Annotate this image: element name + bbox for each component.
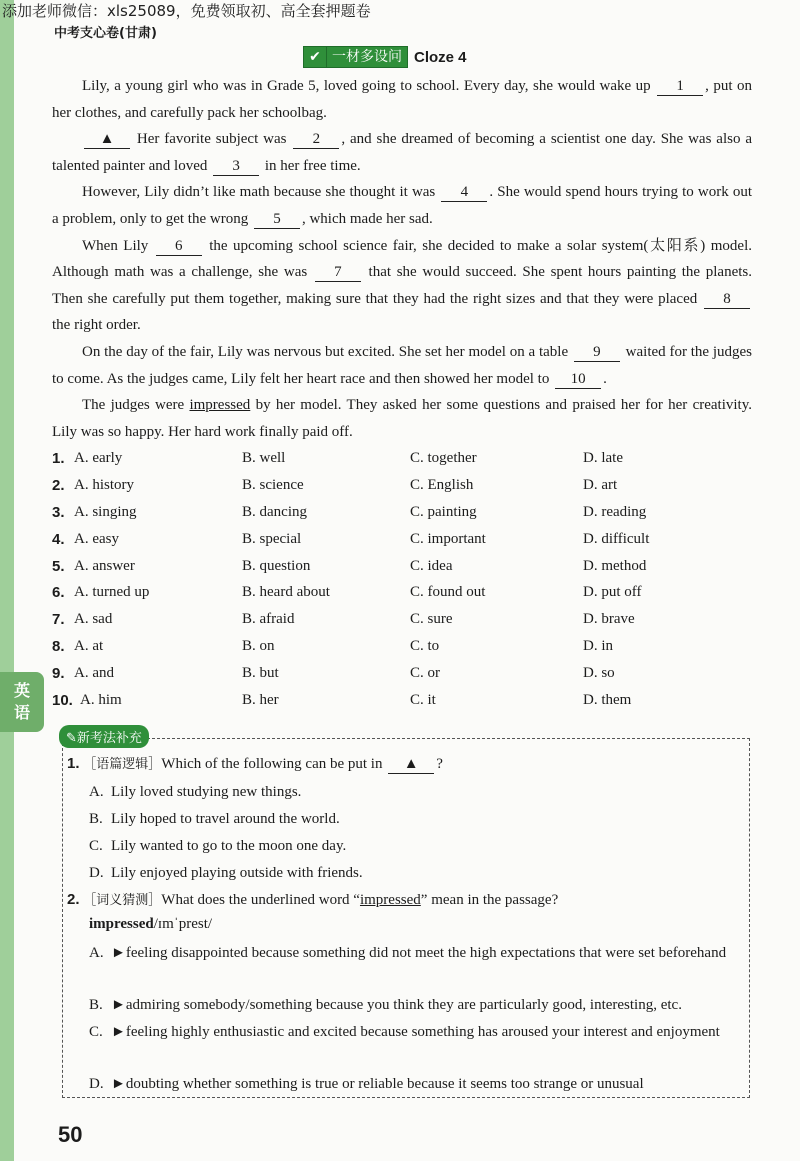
- blank-6: 6: [156, 237, 202, 256]
- options-list: [52, 450, 752, 719]
- choice-text: Lily enjoyed playing outside with friends.: [111, 865, 363, 881]
- option-b: B. afraid: [242, 611, 295, 628]
- text: , put on her clothes, and carefully pack her schoolbag.: [52, 78, 752, 121]
- cloze-passage: [52, 73, 752, 445]
- choice-d: [89, 861, 739, 886]
- option-c: C. to: [410, 638, 440, 655]
- question-text-end: ” mean in the passage?: [420, 892, 559, 908]
- choice-label: A.: [89, 945, 104, 961]
- choice-text: Lily loved studying new things.: [111, 784, 302, 800]
- choice-text: Lily hoped to travel around the world.: [111, 811, 340, 827]
- option-row-5: [52, 558, 752, 585]
- option-d: D. put off: [583, 584, 642, 601]
- option-b: B. heard about: [242, 584, 330, 601]
- option-d: D. brave: [583, 611, 635, 628]
- supplement-box: [62, 731, 750, 1098]
- option-a: A. history: [74, 476, 134, 493]
- option-d: D. late: [583, 450, 623, 466]
- option-c: C. sure: [410, 611, 453, 628]
- option-d: D. reading: [583, 503, 647, 520]
- question-number: 1.: [67, 755, 80, 772]
- text: in her free time.: [261, 157, 361, 174]
- text: On the day of the fair, Lily was nervous but excited. She set her model on a table: [82, 343, 572, 360]
- supplement-tag: ✎新考法补充: [59, 725, 149, 748]
- option-a: A. sad: [74, 611, 113, 628]
- option-c: C. idea: [410, 557, 453, 574]
- text: the upcoming school science fair, she decided to make a solar system(太阳系) model. Although math was a challenge, she was: [52, 237, 752, 281]
- paragraph-2: [52, 126, 752, 179]
- option-c: C. or: [410, 665, 440, 682]
- option-row-10: [52, 692, 752, 719]
- subject-tab-char-1: 英: [13, 681, 30, 700]
- entry-pronunciation: /ɪmˈprest/: [153, 916, 213, 932]
- blank-2: 2: [293, 130, 339, 149]
- option-d: D. in: [583, 638, 613, 655]
- option-row-1: [52, 450, 752, 477]
- question-number: 6.: [52, 584, 65, 602]
- question-text: What does the underlined word “: [161, 892, 360, 908]
- paragraph-1: [52, 73, 752, 126]
- text: that she would succeed. She spent hours painting the planets. Then she carefully put them together, making sure that they had the right sizes and that they were placed: [52, 264, 752, 307]
- option-a: A. answer: [74, 557, 135, 574]
- choice-text: ►admiring somebody/something because you think they are particularly good, interesting, etc.: [111, 997, 682, 1013]
- choice-label: C.: [89, 1024, 103, 1040]
- choice-text: ►feeling highly enthusiastic and excited because something has aroused your interest and enjoyment: [111, 1024, 720, 1040]
- option-row-8: [52, 638, 752, 665]
- option-b: B. special: [242, 530, 302, 547]
- entry-word: impressed: [89, 916, 154, 932]
- blank-7: 7: [315, 263, 361, 282]
- choice-a: [89, 941, 739, 966]
- blank-4: 4: [441, 183, 487, 202]
- exam-label: 中考支心卷(甘肃): [54, 26, 157, 41]
- choice-c: [89, 834, 739, 859]
- choice-text: ►doubting whether something is true or reliable because it seems too strange or unusual: [111, 1076, 644, 1092]
- option-a: A. singing: [74, 503, 137, 520]
- blank-1: 1: [657, 77, 703, 96]
- blank-10: 10: [555, 370, 601, 389]
- option-row-4: [52, 531, 752, 558]
- option-a: A. and: [74, 665, 114, 682]
- text: , and she dreamed of becoming a scientist one day. She was also a talented painter and loved: [52, 131, 752, 174]
- paragraph-3: [52, 179, 752, 232]
- blank-8: 8: [704, 290, 750, 309]
- question-number: 7.: [52, 611, 65, 629]
- text: The judges were: [82, 397, 190, 414]
- underlined-word: impressed: [189, 397, 251, 414]
- blank-9: 9: [574, 343, 620, 362]
- option-b: B. her: [242, 692, 279, 709]
- option-d: D. so: [583, 665, 615, 682]
- section-title: Cloze 4: [414, 48, 467, 66]
- question-number: 2.: [52, 476, 65, 494]
- page-number: 50: [58, 1122, 83, 1147]
- text: Lily, a young girl who was in Grade 5, loved going to school. Every day, she would wake up: [82, 78, 656, 94]
- option-a: A. him: [80, 692, 122, 709]
- option-c: C. English: [410, 476, 474, 493]
- text: the right order.: [52, 317, 141, 334]
- triangle-blank: ▲: [84, 130, 130, 149]
- option-c: C. it: [410, 692, 436, 709]
- question-number: 9.: [52, 665, 65, 683]
- blank-3: 3: [213, 157, 259, 176]
- text: However, Lily didn’t like math because she thought it was: [82, 184, 440, 201]
- option-a: A. turned up: [74, 584, 150, 601]
- choice-label: A.: [89, 784, 104, 800]
- choice-b: [89, 993, 739, 1018]
- choice-label: D.: [89, 865, 104, 881]
- choice-b: [89, 807, 739, 832]
- option-b: B. dancing: [242, 503, 307, 520]
- choice-label: D.: [89, 1076, 104, 1092]
- option-b: B. but: [242, 665, 279, 682]
- choice-text: Lily wanted to go to the moon one day.: [111, 838, 347, 854]
- question-2-line: [67, 889, 558, 909]
- text: , which made her sad.: [301, 210, 433, 227]
- check-icon: ✔: [303, 46, 327, 68]
- choice-label: B.: [89, 997, 103, 1013]
- text: Her favorite subject was: [132, 131, 292, 148]
- question-number: 5.: [52, 557, 65, 575]
- option-d: D. difficult: [583, 530, 650, 547]
- option-d: D. art: [583, 476, 618, 493]
- underlined-word: impressed: [359, 892, 421, 908]
- blank-5: 5: [254, 210, 300, 229]
- question-type-tag: ［语篇逻辑］: [83, 757, 162, 772]
- question-1-line: [67, 753, 443, 774]
- choice-d: [89, 1072, 739, 1097]
- paragraph-5: [52, 339, 752, 392]
- triangle-blank: ▲: [388, 755, 434, 774]
- option-c: C. painting: [410, 503, 477, 520]
- choice-text: ►feeling disappointed because something did not meet the high expectations that were set beforehand: [111, 945, 727, 961]
- option-a: A. early: [74, 450, 123, 466]
- option-row-3: [52, 504, 752, 531]
- question-number: 1.: [52, 450, 65, 467]
- text: by her model. They asked her some questions and praised her for her creativity. Lily was so happy. Her hard work finally paid off.: [52, 397, 752, 440]
- choice-a: [89, 780, 739, 805]
- option-d: D. method: [583, 557, 647, 574]
- text: waited for the judges to come. As the judges came, Lily felt her heart race and then showed her model to: [52, 343, 752, 387]
- question-number: 10.: [52, 692, 73, 710]
- section-badge: 一材多设问: [327, 46, 408, 68]
- text: When Lily: [82, 237, 154, 254]
- paragraph-6: [52, 392, 752, 445]
- watermark-text: 添加老师微信：xls25089，免费领取初、高全套押题卷: [2, 2, 371, 20]
- choice-c: [89, 1020, 739, 1045]
- question-number: 4.: [52, 530, 65, 548]
- question-text: Which of the following can be put in: [161, 756, 387, 772]
- option-b: B. question: [242, 557, 311, 574]
- question-number: 3.: [52, 503, 65, 521]
- option-c: C. important: [410, 530, 486, 547]
- question-number: 8.: [52, 638, 65, 656]
- question-end: ?: [436, 756, 443, 772]
- option-b: B. science: [242, 476, 304, 493]
- text: .: [603, 370, 607, 387]
- option-a: A. at: [74, 638, 104, 655]
- choice-label: B.: [89, 811, 103, 827]
- option-c: C. found out: [410, 584, 486, 601]
- option-c: C. together: [410, 450, 477, 466]
- option-b: B. on: [242, 638, 275, 655]
- option-a: A. easy: [74, 530, 119, 547]
- option-d: D. them: [583, 692, 632, 709]
- dictionary-entry: [89, 916, 212, 933]
- subject-tab-char-2: 语: [13, 703, 30, 722]
- side-color-bar: [0, 0, 14, 1161]
- section-header: [303, 46, 467, 68]
- subject-tab: [0, 672, 44, 732]
- option-row-7: [52, 611, 752, 638]
- question-type-tag: ［词义猜测］: [83, 893, 162, 908]
- paragraph-4: [52, 233, 752, 339]
- option-b: B. well: [242, 450, 286, 466]
- question-number: 2.: [67, 891, 80, 908]
- option-row-2: [52, 477, 752, 504]
- option-row-9: [52, 665, 752, 692]
- option-row-6: [52, 584, 752, 611]
- choice-label: C.: [89, 838, 103, 854]
- text: . She would spend hours trying to work out a problem, only to get the wrong: [52, 184, 752, 227]
